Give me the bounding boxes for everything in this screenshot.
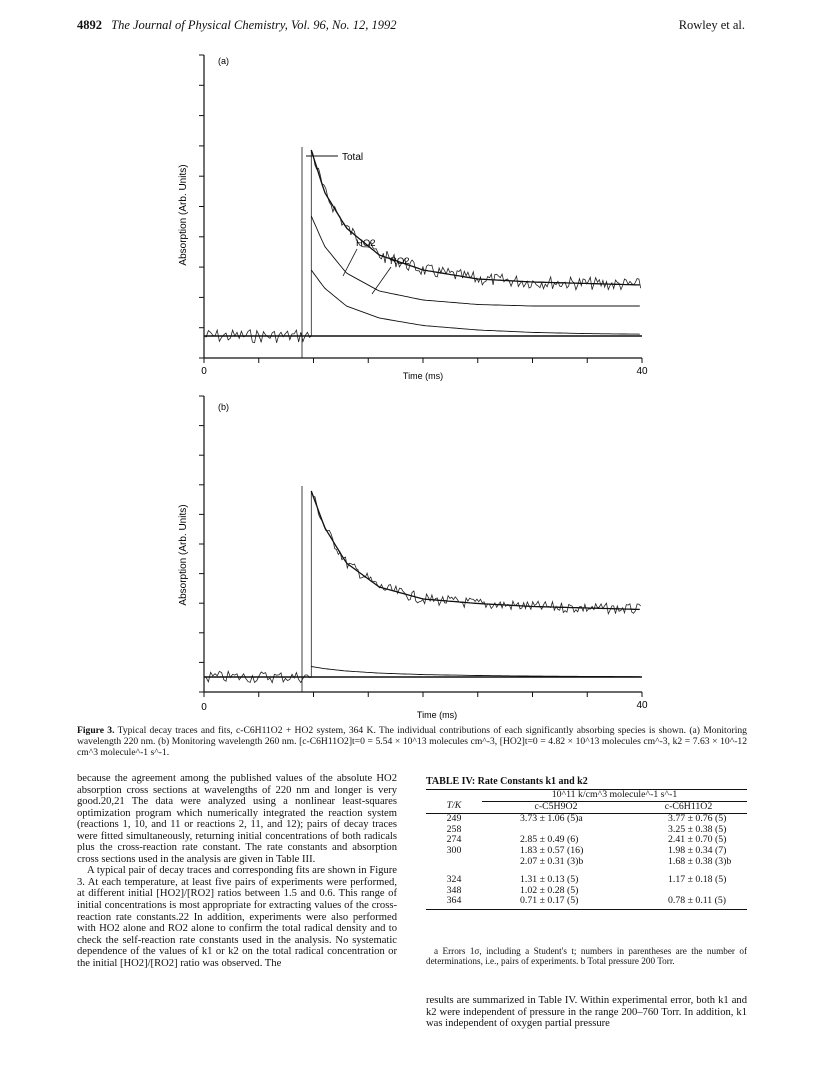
panel-b-xlabel: Time (ms) (416, 710, 458, 720)
table-row: 364 0.71 ± 0.17 (5) 0.78 ± 0.11 (5) (426, 896, 747, 909)
panel-a-ylabel: Absorption (Arb. Units) (178, 164, 189, 266)
panel-a-ho2-leader (343, 249, 357, 276)
panel-a-fit-ho2 (311, 216, 640, 306)
table-row: 274 2.85 ± 0.49 (6) 2.41 ± 0.70 (5) (446, 834, 727, 846)
table-title: TABLE IV: Rate Constants k1 and k2 (426, 776, 588, 787)
rate-constants-table (426, 789, 747, 910)
paragraph: A typical pair of decay traces and corresponding fits are shown in Figure 3. At each temperature, at least five pairs of experiments were performed, at different initial [HO2]/[RO2] ratios between 1.5 and 0.6. This range of initial concentrations is most appropriate for extracting values of the cross-reaction rate constants.22 In addition, experiments were also performed with HO2 alone and RO2 alone to confirm the total radical density and to check the self-reaction rate constants used in the analysis. No systematic dependence of the values of k1 or k2 on the total radical concentration or the initial [HO2]/[RO2] ratio was observed. The (77, 865, 397, 969)
panel-a-fit-total (311, 150, 640, 285)
figure-caption (77, 725, 747, 759)
panel-a-ho2-annotation: HO2 (356, 238, 376, 249)
caption-label: Figure 3. (77, 725, 115, 736)
right-column (426, 995, 747, 1030)
panel-b-xstart: 0 (201, 702, 207, 713)
panel-a-xstart: 0 (201, 366, 207, 377)
panel-a-data-trace (204, 150, 641, 343)
table-unit-header: 10^11 k/cm^3 molecule^-1 s^-1 (482, 790, 747, 801)
panel-b-data-trace (204, 491, 641, 683)
panel-b-fit-ro2 (311, 667, 640, 677)
panel-b-label: (b) (218, 402, 229, 412)
panel-a-total-annotation: Total (342, 152, 364, 163)
authors: Rowley et al. (678, 18, 745, 32)
journal-citation: The Journal of Physical Chemistry, Vol. 96, No. 12, 1992 (111, 18, 397, 32)
table-footnote: a Errors 1σ, including a Student's t; numbers in parentheses are the number of determinations, i.e., pairs of experiments. b Total pressure 200 Torr. (426, 946, 747, 967)
paragraph: results are summarized in Table IV. Within experimental error, both k1 and k2 were independent of pressure in the range 200–760 Torr. In addition, k1 was independent of oxygen partial pressure (426, 995, 747, 1030)
table-row: 300 1.83 ± 0.57 (16) 1.98 ± 0.34 (7) (446, 844, 727, 856)
table-row: 324 1.31 ± 0.13 (5) 1.17 ± 0.18 (5) (446, 874, 727, 886)
panel-b-fit-total (311, 491, 640, 609)
panel-b-ylabel: Absorption (Arb. Units) (178, 504, 189, 606)
panel-a-xend: 40 (636, 366, 648, 377)
left-column (77, 773, 397, 969)
table-col-header: c-C6H11O2 (630, 801, 747, 814)
table-row: 249 3.73 ± 1.06 (5)a 3.77 ± 0.76 (5) (446, 813, 727, 825)
panel-a-xlabel: Time (ms) (402, 371, 444, 381)
paragraph: because the agreement among the published values of the absolute HO2 absorption cross sections at wavelengths of 220 nm and longer is very good.20,21 The data were analyzed using a nonlinear least-squares optimization program which numerically integrated the reaction system (reactions 1, 10, and 11 or reactions 2, 11, and 12); pairs of decay traces were fitted simultaneously, returning initial concentrations of both radicals plus the cross-reaction rate constant. The rate constants and absorption cross sections used in the analysis are given in Table III. (77, 773, 397, 865)
table-col-header: c-C5H9O2 (482, 801, 630, 814)
table-col-header: T/K (426, 801, 482, 814)
panel-b-xend: 40 (636, 700, 648, 711)
caption-text: Typical decay traces and fits, c-C6H11O2 + HO2 system, 364 K. The individual contributions of each significantly absorbing species is shown. (a) Monitoring wavelength 220 nm. (b) Monitoring wavelength 260 nm. [c-C6H11O2]t=0 = 5.54 × 10^13 molecules cm^-3, [HO2]t=0 = 4.82 × 10^13 molecules cm^-3, k2 = 7.63 × 10^-12 cm^3 molecule^-1 s^-1. (77, 725, 747, 759)
table-row: 2.07 ± 0.31 (3)b 1.68 ± 0.38 (3)b (520, 855, 732, 867)
panel-a (178, 55, 648, 381)
table-row: 258 3.25 ± 0.38 (5) (446, 823, 727, 835)
page-number: 4892 (77, 18, 102, 32)
panel-a-ro2-annotation: RO2 (390, 256, 410, 267)
panel-b (178, 396, 648, 720)
table-row: 348 1.02 ± 0.28 (5) (446, 884, 579, 896)
panel-a-ro2-leader (372, 267, 391, 294)
panel-a-label: (a) (218, 56, 229, 66)
